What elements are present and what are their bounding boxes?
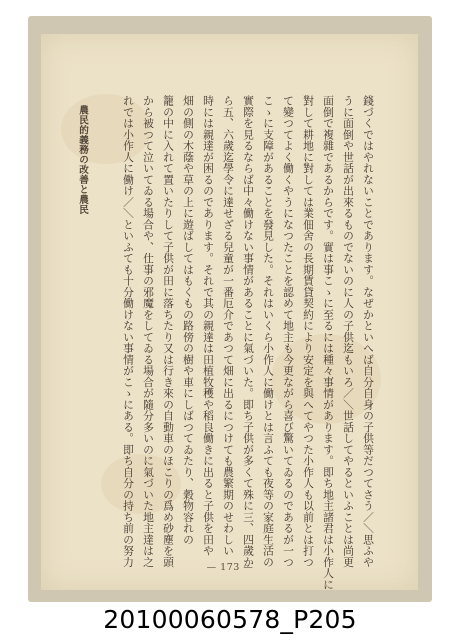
- text-column: うに面倒や世話が出來るものでないのに人の子供迄もいろ／＼世話してやるといふことは尚更: [342, 95, 355, 568]
- text-column: ら五、六歲迄學令に達せざる兒童が一番厄介であつて畑に出るにつけても農繁期のせわしい: [222, 95, 235, 557]
- text-column: 籠の中に入れて置いたりして子供が田に落ちたり又は行き來の自動車のほこりの爲め砂塵を頭: [162, 95, 175, 568]
- text-column: 面倒で複雜であるからです。實は事こゝに至るには種々事情があります。即ち地主諸君は小作人に: [322, 95, 335, 590]
- page-number: — 173 —: [206, 562, 254, 573]
- image-caption: 20100060578_P205: [103, 605, 357, 634]
- text-column: 對して耕地に對しては業佃舍の長期賃貸契約により安定を與へてやつた小作人も以前とは打つ: [302, 95, 315, 568]
- text-column: 畑の側の木蔭や草の上に遊ばしてはもくもの路傍の樹や車にしばつてゐたり、穀物容れの: [182, 95, 195, 545]
- text-column: れでは小作人に働け／＼といふても十分働けない事情がこゝにある。即ち自分の持ち前の努力: [122, 95, 135, 568]
- running-header: 農民的義務の改善と農民: [77, 105, 88, 215]
- text-column: こゝに支障があることを發見した。それはいくら小作人に働けとは言ふても夜等の家庭生活の: [262, 95, 275, 568]
- text-column: から被つて泣いてゐる場合や、仕事の邪魔をしてゐる場合が隨分多いのに氣づいた地主達は之: [142, 95, 155, 568]
- text-column: て變つてよく働くやうになつたことを認めて地主も今更ながら喜び驚いてゐるのであるが一つ: [282, 95, 295, 568]
- text-column: 時には親達が困るのであります。それで其の親達は田植牧穫や稻良働きに出ると子供を田や: [202, 95, 215, 557]
- text-column: 錢づくではやれないことであります。なぜかといへば自分自身の子供等だつてさう／＼思ふや: [362, 95, 375, 568]
- text-column: 實際を見るならば中々働けない事情があることに氣づいた。即ち子供が多くて殊に三、四歲か: [242, 95, 255, 568]
